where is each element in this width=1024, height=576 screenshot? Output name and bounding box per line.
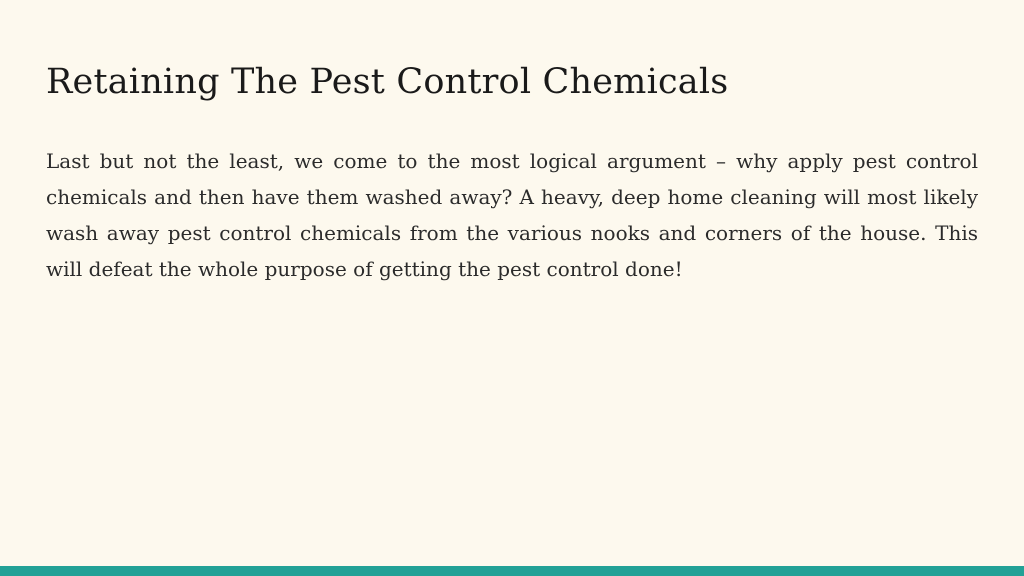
slide-paragraph: Last but not the least, we come to the most logical argument – why apply pest control chemicals and then have them washed away? A heavy, deep home cleaning will most likely wash away pest control chemicals from the various nooks and corners of the house. This will defeat the whole purpose of getting the pest control done! xyxy=(46,149,978,281)
slide-title: Retaining The Pest Control Chemicals xyxy=(46,62,729,102)
accent-footer-bar xyxy=(0,566,1024,576)
